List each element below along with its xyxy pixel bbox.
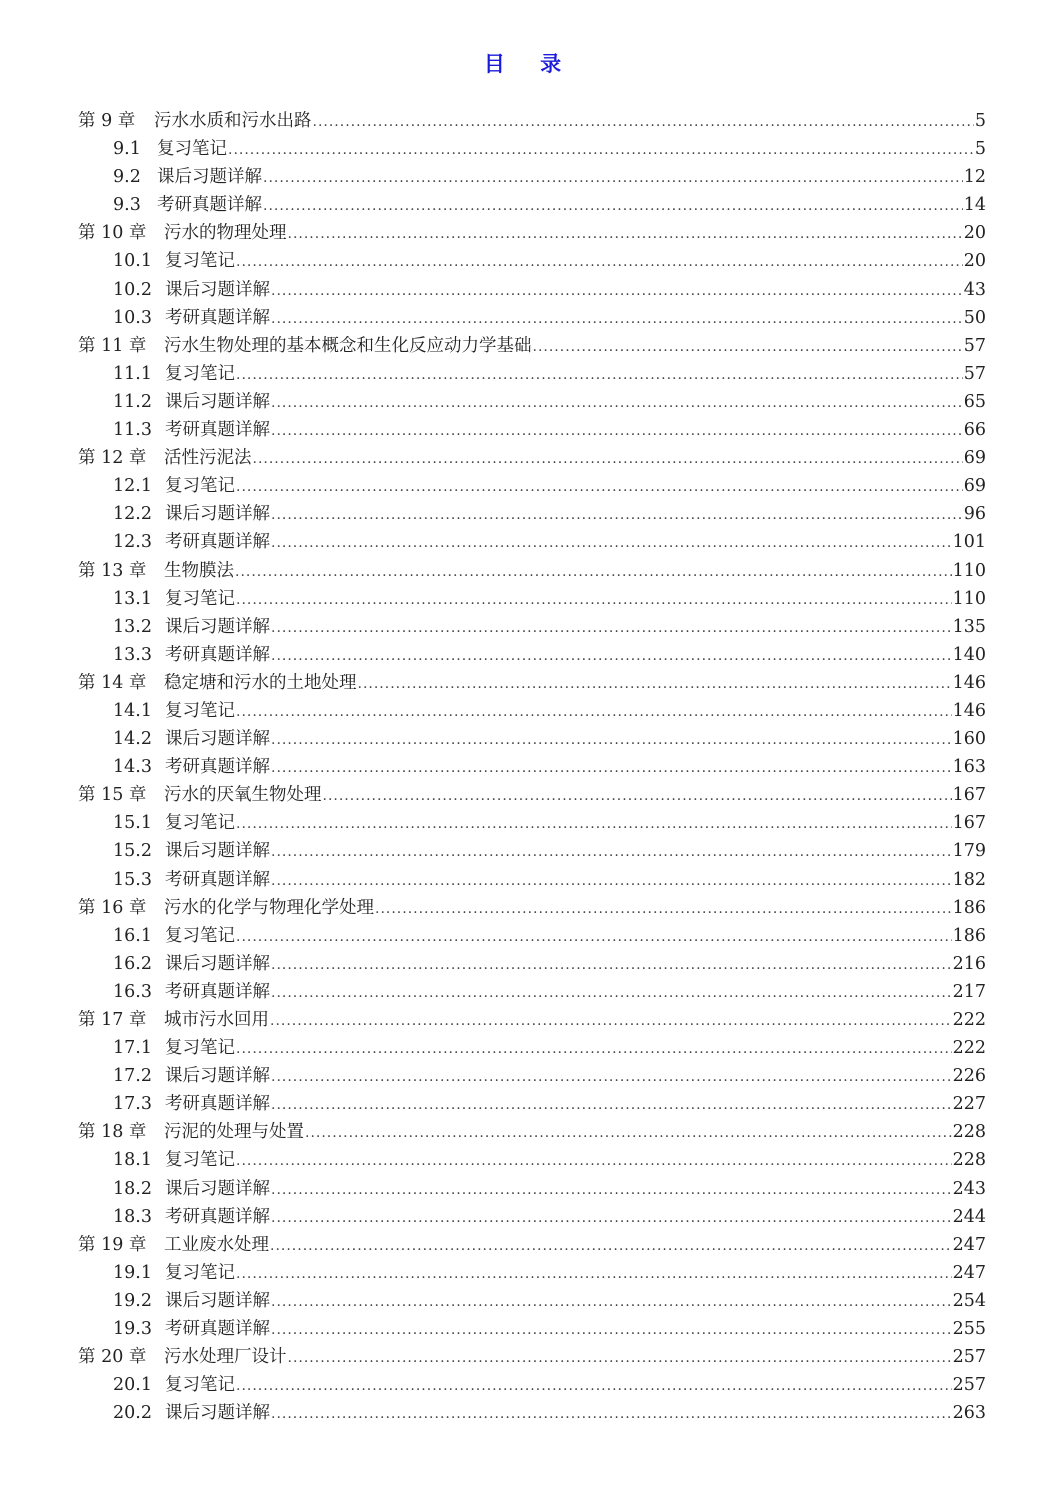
toc-entry-page-number: 167 — [952, 785, 986, 806]
toc-section-entry[interactable] — [78, 472, 986, 500]
dot-leader — [271, 305, 963, 333]
toc-entry-number: 13.3 — [113, 644, 152, 665]
toc-entry-number: 20.1 — [113, 1375, 152, 1396]
toc-section-entry[interactable] — [78, 135, 986, 163]
toc-entry-label: 考研真题详解 — [165, 644, 270, 665]
toc-entry-page-number: 222 — [952, 1038, 986, 1059]
toc-section-entry[interactable] — [78, 725, 986, 753]
toc-section-entry[interactable] — [78, 1399, 986, 1427]
toc-entry-page-number: 182 — [952, 869, 986, 890]
dot-leader — [236, 248, 963, 276]
toc-section-entry[interactable] — [78, 276, 986, 304]
toc-entry-label: 课后习题详解 — [165, 391, 270, 412]
toc-entry-page-number: 255 — [952, 1319, 986, 1340]
toc-entry-label: 工业废水处理 — [164, 1234, 269, 1255]
dot-leader — [263, 164, 963, 192]
toc-section-entry[interactable] — [78, 163, 986, 191]
toc-entry-label: 考研真题详解 — [165, 1319, 270, 1340]
toc-entry-page-number: 12 — [963, 167, 986, 188]
dot-leader — [236, 923, 952, 951]
toc-chapter-entry[interactable] — [78, 107, 986, 135]
toc-chapter-entry[interactable] — [78, 557, 986, 585]
toc-chapter-entry[interactable] — [78, 1231, 986, 1259]
dot-leader — [271, 1288, 952, 1316]
toc-entry-page-number: 263 — [952, 1403, 986, 1424]
toc-entry-page-number: 50 — [963, 307, 986, 328]
toc-entry-page-number: 257 — [952, 1347, 986, 1368]
toc-entry-label: 污水水质和污水出路 — [154, 111, 312, 131]
toc-entry-label: 考研真题详解 — [157, 195, 262, 216]
toc-entry-label: 城市污水回用 — [164, 1010, 269, 1030]
toc-entry-label: 课后习题详解 — [165, 1066, 270, 1087]
toc-entry-label: 复习笔记 — [165, 1375, 235, 1396]
dot-leader — [228, 136, 974, 164]
toc-entry-label: 课后习题详解 — [165, 504, 270, 525]
toc-section-entry[interactable] — [78, 922, 986, 950]
toc-entry-page-number: 228 — [952, 1150, 986, 1171]
toc-entry-number: 19.2 — [113, 1290, 152, 1311]
toc-entry-label: 考研真题详解 — [165, 869, 270, 890]
toc-section-entry[interactable] — [78, 1175, 986, 1203]
toc-section-entry[interactable] — [78, 809, 986, 837]
page-title: 目 录 — [483, 52, 576, 76]
toc-entry-label: 考研真题详解 — [165, 307, 270, 328]
toc-section-entry[interactable] — [78, 247, 986, 275]
dot-leader — [533, 333, 963, 361]
dot-leader — [271, 754, 952, 782]
toc-entry-number: 10.1 — [113, 251, 152, 272]
toc-entry-number: 19.1 — [113, 1262, 152, 1283]
toc-entry-label: 复习笔记 — [165, 925, 235, 946]
toc-entry-number: 14.3 — [113, 757, 152, 778]
toc-chapter-entry[interactable] — [78, 669, 986, 697]
toc-entry-page-number: 14 — [963, 195, 986, 216]
toc-entry-page-number: 135 — [952, 616, 986, 637]
dot-leader — [271, 951, 952, 979]
dot-leader — [271, 614, 952, 642]
toc-entry-label: 污水的化学与物理化学处理 — [164, 897, 374, 918]
toc-entry-label: 污泥的处理与处置 — [164, 1122, 304, 1143]
toc-entry-number: 12.1 — [113, 476, 152, 497]
toc-section-entry[interactable] — [78, 1146, 986, 1174]
toc-entry-number: 11.2 — [113, 391, 152, 412]
toc-entry-number: 18.3 — [113, 1206, 152, 1227]
toc-entry-page-number: 65 — [963, 391, 986, 412]
toc-entry-label: 课后习题详解 — [157, 167, 262, 188]
toc-chapter-entry[interactable] — [78, 219, 986, 247]
toc-entry-number: 11.1 — [113, 363, 152, 384]
toc-section-entry[interactable] — [78, 500, 986, 528]
toc-entry-number: 第 10 章 — [78, 223, 147, 244]
toc-entry-page-number: 257 — [952, 1375, 986, 1396]
toc-chapter-entry[interactable] — [78, 781, 986, 809]
toc-entry-label: 课后习题详解 — [165, 953, 270, 974]
toc-entry-page-number: 186 — [952, 925, 986, 946]
dot-leader — [375, 895, 952, 923]
toc-entry-page-number: 243 — [952, 1178, 986, 1199]
toc-entry-label: 考研真题详解 — [165, 757, 270, 778]
toc-entry-page-number: 247 — [952, 1234, 986, 1255]
toc-section-entry[interactable] — [78, 1259, 986, 1287]
toc-entry-label: 考研真题详解 — [165, 981, 270, 1002]
toc-entry-page-number: 110 — [952, 588, 986, 609]
toc-entry-label: 考研真题详解 — [165, 420, 270, 441]
toc-section-entry[interactable] — [78, 360, 986, 388]
dot-leader — [271, 726, 952, 754]
toc-entry-number: 17.1 — [113, 1038, 152, 1059]
dot-leader — [288, 1344, 952, 1372]
dot-leader — [270, 1232, 952, 1260]
toc-entry-page-number: 96 — [963, 504, 986, 525]
toc-entry-number: 15.2 — [113, 841, 152, 862]
toc-section-entry[interactable] — [78, 978, 986, 1006]
dot-leader — [236, 1035, 952, 1063]
toc-section-entry[interactable] — [78, 528, 986, 556]
toc-entry-page-number: 20 — [963, 223, 986, 244]
dot-leader — [271, 979, 952, 1007]
dot-leader — [271, 417, 963, 445]
toc-section-entry[interactable] — [78, 1034, 986, 1062]
toc-entry-page-number: 69 — [963, 448, 986, 469]
toc-section-entry[interactable] — [78, 1062, 986, 1090]
toc-section-entry[interactable] — [78, 866, 986, 894]
toc-entry-page-number: 101 — [952, 532, 986, 553]
toc-entry-label: 复习笔记 — [165, 476, 235, 497]
toc-entry-page-number: 146 — [952, 700, 986, 721]
toc-entry-number: 第 13 章 — [78, 560, 147, 581]
toc-section-entry[interactable] — [78, 1371, 986, 1399]
toc-entry-page-number: 216 — [952, 953, 986, 974]
toc-section-entry[interactable] — [78, 585, 986, 613]
toc-entry-page-number: 227 — [952, 1094, 986, 1115]
toc-entry-number: 第 18 章 — [78, 1122, 147, 1143]
toc-entry-label: 生物膜法 — [164, 560, 234, 581]
toc-entry-label: 复习笔记 — [165, 813, 235, 834]
toc-entry-label: 课后习题详解 — [165, 729, 270, 750]
toc-entry-label: 课后习题详解 — [165, 279, 270, 300]
toc-entry-page-number: 226 — [952, 1066, 986, 1087]
toc-entry-label: 污水的物理处理 — [164, 223, 287, 244]
toc-entry-number: 第 19 章 — [78, 1234, 147, 1255]
toc-entry-number: 18.2 — [113, 1178, 152, 1199]
toc-entry-page-number: 228 — [952, 1122, 986, 1143]
toc-entry-label: 稳定塘和污水的土地处理 — [164, 672, 357, 693]
toc-entry-number: 17.3 — [113, 1094, 152, 1115]
toc-entry-number: 18.1 — [113, 1150, 152, 1171]
dot-leader — [271, 1204, 952, 1232]
toc-entry-label: 复习笔记 — [165, 1038, 235, 1059]
toc-section-entry[interactable] — [78, 613, 986, 641]
toc-entry-number: 15.1 — [113, 813, 152, 834]
toc-entry-label: 复习笔记 — [165, 1262, 235, 1283]
toc-chapter-entry[interactable] — [78, 894, 986, 922]
toc-section-entry[interactable] — [78, 416, 986, 444]
toc-entry-label: 考研真题详解 — [165, 1206, 270, 1227]
toc-section-entry[interactable] — [78, 304, 986, 332]
toc-chapter-entry[interactable] — [78, 332, 986, 360]
toc-entry-label: 复习笔记 — [165, 251, 235, 272]
toc-chapter-entry[interactable] — [78, 444, 986, 472]
toc-entry-number: 9.1 — [113, 139, 141, 160]
dot-leader — [236, 1372, 952, 1400]
toc-entry-page-number: 222 — [952, 1010, 986, 1030]
toc-entry-page-number: 160 — [952, 729, 986, 750]
dot-leader — [288, 220, 963, 248]
dot-leader — [236, 361, 963, 389]
toc-entry-label: 复习笔记 — [165, 363, 235, 384]
toc-entry-page-number: 217 — [952, 981, 986, 1002]
toc-entry-page-number: 110 — [952, 560, 986, 581]
toc-entry-number: 12.2 — [113, 504, 152, 525]
toc-entry-number: 9.2 — [113, 167, 141, 188]
dot-leader — [270, 1007, 952, 1035]
dot-leader — [271, 1400, 952, 1428]
dot-leader — [271, 389, 963, 417]
dot-leader — [271, 1176, 952, 1204]
toc-entry-number: 17.2 — [113, 1066, 152, 1087]
dot-leader — [236, 473, 963, 501]
dot-leader — [236, 1260, 952, 1288]
toc-entry-page-number: 5 — [974, 139, 986, 160]
toc-entry-page-number: 66 — [963, 420, 986, 441]
toc-chapter-entry[interactable] — [78, 1343, 986, 1371]
toc-entry-number: 19.3 — [113, 1319, 152, 1340]
dot-leader — [235, 558, 952, 586]
toc-entry-page-number: 57 — [963, 363, 986, 384]
toc-entry-label: 考研真题详解 — [165, 1094, 270, 1115]
toc-entry-label: 污水处理厂设计 — [164, 1347, 287, 1368]
dot-leader — [271, 838, 952, 866]
toc-entry-label: 课后习题详解 — [165, 1290, 270, 1311]
toc-entry-number: 9.3 — [113, 195, 141, 216]
toc-entry-number: 第 15 章 — [78, 785, 147, 806]
toc-entry-label: 活性污泥法 — [164, 448, 252, 469]
toc-section-entry[interactable] — [78, 950, 986, 978]
toc-chapter-entry[interactable] — [78, 1006, 986, 1034]
toc-entry-page-number: 69 — [963, 476, 986, 497]
toc-entry-number: 第 12 章 — [78, 448, 147, 469]
dot-leader — [263, 192, 963, 220]
toc-entry-label: 考研真题详解 — [165, 532, 270, 553]
dot-leader — [271, 1316, 952, 1344]
toc-entry-number: 第 17 章 — [78, 1010, 147, 1030]
table-of-contents — [78, 107, 986, 1427]
dot-leader — [358, 670, 952, 698]
toc-section-entry[interactable] — [78, 1315, 986, 1343]
toc-entry-page-number: 167 — [952, 813, 986, 834]
toc-entry-page-number: 57 — [963, 335, 986, 356]
dot-leader — [323, 782, 952, 810]
dot-leader — [305, 1119, 952, 1147]
toc-entry-page-number: 20 — [963, 251, 986, 272]
toc-section-entry[interactable] — [78, 697, 986, 725]
toc-entry-page-number: 140 — [952, 644, 986, 665]
toc-entry-label: 课后习题详解 — [165, 841, 270, 862]
toc-entry-number: 第 11 章 — [78, 335, 147, 356]
dot-leader — [271, 1063, 952, 1091]
toc-entry-page-number: 43 — [963, 279, 986, 300]
toc-entry-label: 污水生物处理的基本概念和生化反应动力学基础 — [164, 335, 532, 356]
toc-entry-number: 第 9 章 — [78, 111, 136, 131]
toc-entry-number: 16.3 — [113, 981, 152, 1002]
toc-entry-label: 课后习题详解 — [165, 1178, 270, 1199]
toc-entry-label: 复习笔记 — [165, 588, 235, 609]
dot-leader — [271, 642, 952, 670]
toc-entry-page-number: 163 — [952, 757, 986, 778]
dot-leader — [271, 501, 963, 529]
toc-section-entry[interactable] — [78, 388, 986, 416]
toc-section-entry[interactable] — [78, 1287, 986, 1315]
dot-leader — [271, 867, 952, 895]
toc-entry-page-number: 5 — [974, 111, 986, 131]
dot-leader — [313, 108, 974, 136]
toc-entry-page-number: 179 — [952, 841, 986, 862]
toc-entry-number: 第 20 章 — [78, 1347, 147, 1368]
toc-entry-label: 复习笔记 — [165, 1150, 235, 1171]
toc-entry-label: 复习笔记 — [157, 139, 227, 160]
dot-leader — [236, 1147, 952, 1175]
toc-entry-label: 复习笔记 — [165, 700, 235, 721]
toc-section-entry[interactable] — [78, 837, 986, 865]
toc-entry-number: 第 16 章 — [78, 897, 147, 918]
toc-chapter-entry[interactable] — [78, 1118, 986, 1146]
toc-entry-number: 12.3 — [113, 532, 152, 553]
toc-entry-number: 10.3 — [113, 307, 152, 328]
toc-entry-number: 15.3 — [113, 869, 152, 890]
toc-entry-number: 10.2 — [113, 279, 152, 300]
toc-entry-number: 16.2 — [113, 953, 152, 974]
toc-section-entry[interactable] — [78, 641, 986, 669]
dot-leader — [271, 277, 963, 305]
toc-entry-number: 13.1 — [113, 588, 152, 609]
dot-leader — [253, 445, 963, 473]
toc-section-entry[interactable] — [78, 191, 986, 219]
toc-entry-page-number: 244 — [952, 1206, 986, 1227]
dot-leader — [236, 586, 952, 614]
toc-section-entry[interactable] — [78, 1090, 986, 1118]
toc-entry-page-number: 186 — [952, 897, 986, 918]
dot-leader — [271, 529, 952, 557]
toc-entry-label: 课后习题详解 — [165, 1403, 270, 1424]
dot-leader — [271, 1091, 952, 1119]
toc-entry-number: 20.2 — [113, 1403, 152, 1424]
toc-entry-page-number: 254 — [952, 1290, 986, 1311]
toc-entry-page-number: 247 — [952, 1262, 986, 1283]
toc-entry-page-number: 146 — [952, 672, 986, 693]
toc-entry-number: 14.1 — [113, 700, 152, 721]
toc-section-entry[interactable] — [78, 753, 986, 781]
toc-section-entry[interactable] — [78, 1203, 986, 1231]
toc-entry-number: 13.2 — [113, 616, 152, 637]
toc-entry-number: 16.1 — [113, 925, 152, 946]
toc-entry-number: 14.2 — [113, 729, 152, 750]
toc-entry-label: 污水的厌氧生物处理 — [164, 785, 322, 806]
toc-entry-label: 课后习题详解 — [165, 616, 270, 637]
dot-leader — [236, 698, 952, 726]
toc-entry-number: 11.3 — [113, 420, 152, 441]
toc-entry-number: 第 14 章 — [78, 672, 147, 693]
dot-leader — [236, 810, 952, 838]
